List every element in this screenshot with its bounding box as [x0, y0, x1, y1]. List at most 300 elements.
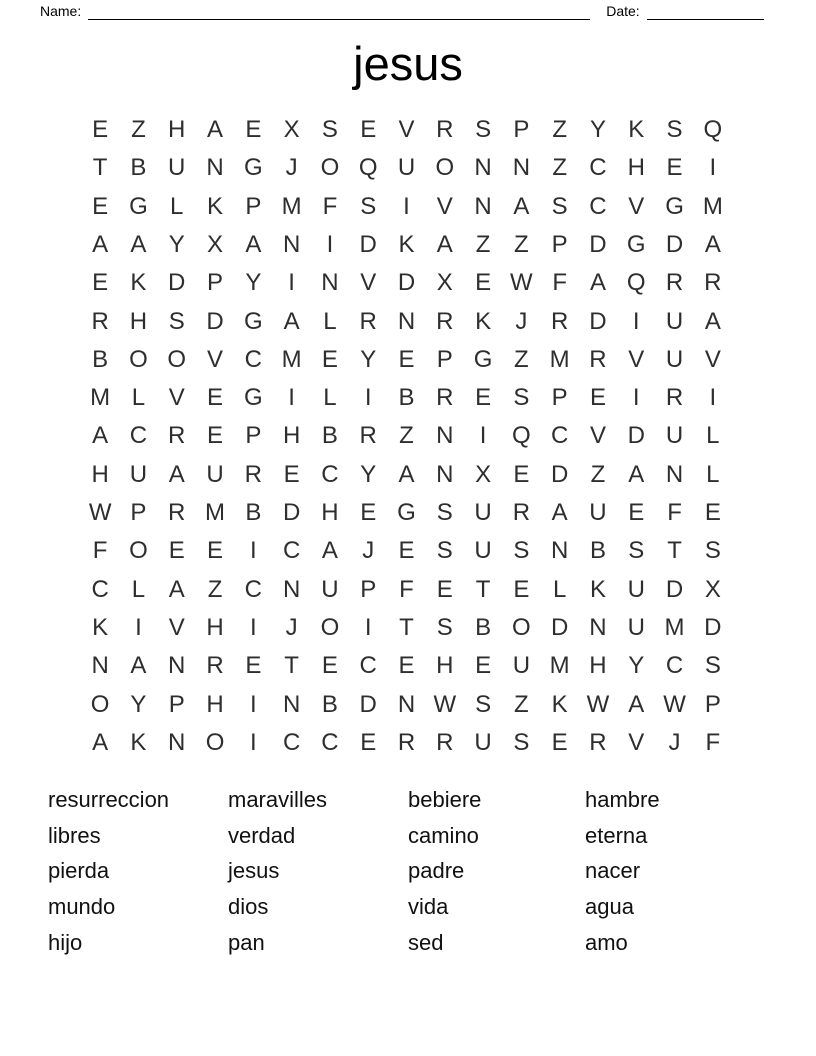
grid-letter: P — [360, 575, 377, 603]
grid-letter: O — [205, 728, 225, 756]
grid-letter: A — [92, 231, 109, 259]
grid-letter: Q — [512, 422, 531, 450]
grid-letter: S — [321, 116, 338, 144]
grid-letter: Z — [514, 345, 529, 373]
grid-letter: E — [398, 652, 415, 680]
grid-letter: W — [88, 499, 112, 527]
grid-letter: A — [704, 231, 721, 259]
grid-letter: L — [323, 384, 337, 412]
grid-letter: D — [589, 307, 607, 335]
grid-letter: E — [283, 460, 300, 488]
word-list-item: nacer — [585, 858, 641, 884]
grid-letter: E — [360, 728, 377, 756]
grid-letter: R — [397, 728, 416, 756]
grid-letter: U — [168, 154, 186, 182]
grid-letter: C — [321, 460, 339, 488]
grid-letter: V — [360, 269, 377, 297]
word-list-column — [48, 782, 169, 961]
grid-letter: P — [207, 269, 224, 297]
grid-letter: B — [130, 154, 147, 182]
grid-letter: I — [288, 384, 295, 412]
grid-letter: E — [321, 652, 338, 680]
grid-letter: P — [245, 192, 262, 220]
grid-letter: C — [282, 728, 301, 756]
grid-letter: E — [398, 345, 415, 373]
grid-letter: R — [359, 307, 377, 335]
grid-letter: G — [243, 307, 263, 335]
grid-letter: E — [436, 575, 453, 603]
grid-letter: L — [552, 575, 567, 603]
grid-letter: G — [473, 345, 493, 373]
grid-letter: N — [206, 154, 224, 182]
name-blank-line — [88, 4, 590, 20]
grid-letter: C — [589, 192, 607, 220]
grid-letter: E — [513, 575, 530, 603]
grid-letter: S — [704, 537, 721, 565]
grid-letter: Y — [360, 345, 377, 373]
grid-letter: E — [360, 116, 377, 144]
grid-letter: O — [129, 345, 148, 373]
grid-letter: Z — [552, 116, 567, 144]
grid-letter: I — [709, 384, 717, 412]
grid-letter: I — [403, 192, 410, 220]
grid-letter: V — [436, 192, 453, 220]
grid-letter: W — [586, 690, 610, 718]
grid-letter: E — [245, 116, 262, 144]
grid-letter: N — [474, 192, 492, 220]
grid-letter: L — [706, 460, 720, 488]
grid-letter: D — [589, 231, 607, 259]
grid-letter: C — [282, 537, 301, 565]
grid-letter: E — [207, 422, 224, 450]
grid-letter: A — [628, 690, 645, 718]
grid-letter: H — [436, 652, 454, 680]
grid-letter: M — [281, 345, 302, 373]
grid-letter: U — [474, 537, 492, 565]
word-list-item: eterna — [585, 822, 648, 848]
grid-letter: E — [513, 460, 530, 488]
grid-letter: A — [92, 728, 109, 756]
grid-letter: N — [282, 575, 301, 603]
grid-letter: Q — [358, 154, 378, 182]
grid-letter: K — [130, 269, 147, 297]
grid-letter: P — [551, 231, 568, 259]
word-list-item: libres — [48, 822, 101, 848]
grid-letter: P — [168, 690, 185, 718]
grid-letter: E — [207, 537, 224, 565]
grid-letter: L — [131, 575, 146, 603]
grid-letter: R — [436, 384, 454, 412]
grid-letter: P — [130, 499, 147, 527]
grid-letter: I — [249, 690, 257, 718]
grid-letter: R — [665, 384, 684, 412]
grid-letter: D — [168, 269, 186, 297]
grid-letter: M — [549, 345, 570, 373]
grid-letter: A — [704, 307, 721, 335]
grid-letter: D — [665, 575, 684, 603]
grid-letter: W — [433, 690, 457, 718]
grid-letter: A — [130, 652, 147, 680]
grid-letter: A — [398, 460, 415, 488]
grid-letter: N — [589, 613, 607, 641]
grid-letter: V — [207, 345, 224, 373]
grid-letter: E — [92, 116, 109, 144]
grid-letter: V — [628, 192, 645, 220]
grid-letter: T — [284, 652, 299, 680]
grid-letter: E — [360, 499, 377, 527]
grid-letter: O — [320, 613, 340, 641]
grid-letter: A — [513, 192, 530, 220]
grid-letter: U — [665, 307, 684, 335]
grid-letter: D — [206, 307, 224, 335]
grid-letter: P — [551, 384, 568, 412]
grid-letter: O — [320, 154, 340, 182]
grid-letter: J — [515, 307, 528, 335]
grid-letter: S — [475, 690, 492, 718]
grid-letter: A — [168, 575, 185, 603]
grid-letter: E — [92, 269, 109, 297]
grid-letter: Y — [360, 460, 377, 488]
grid-letter: C — [129, 422, 148, 450]
grid-letter: Z — [131, 116, 146, 144]
grid-letter: F — [322, 192, 338, 220]
grid-letter: R — [704, 269, 722, 297]
grid-letter: D — [397, 269, 416, 297]
word-list-item: sed — [408, 929, 444, 955]
grid-letter: A — [168, 460, 185, 488]
grid-letter: L — [706, 422, 720, 450]
grid-letter: F — [92, 537, 108, 565]
grid-letter: C — [359, 652, 377, 680]
grid-letter: V — [589, 422, 606, 450]
grid-letter: A — [207, 116, 224, 144]
grid-letter: X — [475, 460, 492, 488]
grid-letter: I — [364, 613, 372, 641]
word-list-column — [585, 782, 660, 961]
word-list-item: agua — [585, 894, 634, 920]
grid-letter: W — [510, 269, 533, 297]
grid-letter: Y — [628, 652, 645, 680]
grid-letter: N — [282, 690, 301, 718]
grid-letter: I — [249, 728, 257, 756]
grid-letter: R — [168, 422, 186, 450]
grid-letter: B — [398, 384, 415, 412]
grid-letter: Y — [245, 269, 262, 297]
grid-letter: E — [245, 652, 262, 680]
grid-letter: R — [206, 652, 224, 680]
grid-letter: E — [551, 728, 568, 756]
grid-letter: U — [512, 652, 531, 680]
grid-letter: L — [170, 192, 184, 220]
grid-letter: N — [91, 652, 109, 680]
grid-letter: R — [512, 499, 531, 527]
grid-letter: I — [288, 269, 295, 297]
grid-letter: O — [435, 154, 455, 182]
word-list-item: maravilles — [228, 787, 328, 812]
grid-letter: H — [627, 154, 645, 182]
grid-letter: M — [702, 192, 723, 220]
grid-letter: H — [129, 307, 148, 335]
grid-letter: M — [664, 613, 685, 641]
grid-letter: H — [321, 499, 339, 527]
grid-letter: D — [550, 460, 569, 488]
grid-letter: Z — [552, 154, 567, 182]
word-list-item: jesus — [228, 858, 280, 884]
name-label: Name: — [40, 3, 82, 19]
grid-letter: S — [513, 384, 530, 412]
grid-letter: R — [168, 499, 186, 527]
grid-letter: D — [359, 690, 377, 718]
grid-letter: E — [666, 154, 683, 182]
grid-letter: H — [206, 690, 224, 718]
grid-letter: J — [285, 154, 298, 182]
grid-letter: X — [207, 231, 224, 259]
grid-letter: A — [589, 269, 606, 297]
grid-letter: R — [359, 422, 377, 450]
grid-letter: V — [168, 613, 185, 641]
grid-letter: A — [628, 460, 645, 488]
grid-letter: B — [321, 422, 338, 450]
grid-letter: H — [91, 460, 109, 488]
grid-letter: N — [436, 422, 454, 450]
puzzle-title: jesus — [353, 37, 463, 90]
grid-letter: M — [205, 499, 226, 527]
grid-letter: R — [665, 269, 684, 297]
grid-letter: J — [285, 613, 298, 641]
grid-letter: S — [168, 307, 185, 335]
grid-letter: I — [249, 613, 257, 641]
word-list-item: pierda — [48, 858, 110, 884]
grid-letter: B — [589, 537, 606, 565]
grid-letter: R — [589, 728, 607, 756]
word-list-item: verdad — [228, 822, 296, 848]
grid-letter: I — [632, 384, 640, 412]
grid-letter: V — [628, 345, 645, 373]
grid-letter: I — [249, 537, 257, 565]
grid-letter: E — [207, 384, 224, 412]
grid-letter: N — [665, 460, 684, 488]
grid-letter: S — [436, 537, 453, 565]
grid-letter: N — [397, 690, 416, 718]
grid-letter: O — [512, 613, 531, 641]
grid-letter: K — [589, 575, 606, 603]
grid-letter: U — [474, 499, 492, 527]
grid-letter: O — [90, 690, 110, 718]
grid-letter: M — [549, 652, 570, 680]
grid-letter: S — [475, 116, 492, 144]
grid-letter: O — [129, 537, 148, 565]
grid-letter: M — [281, 192, 302, 220]
grid-letter: E — [475, 269, 492, 297]
grid-letter: O — [167, 345, 187, 373]
grid-letter: S — [436, 613, 453, 641]
grid-letter: Z — [475, 231, 491, 259]
grid-letter: U — [665, 345, 684, 373]
grid-letter: D — [359, 231, 377, 259]
grid-letter: E — [589, 384, 606, 412]
grid-letter: B — [245, 499, 262, 527]
word-list-column — [408, 782, 481, 961]
grid-letter: H — [589, 652, 607, 680]
grid-letter: G — [626, 231, 646, 259]
grid-letter: P — [245, 422, 262, 450]
grid-letter: K — [130, 728, 147, 756]
grid-letter: N — [550, 537, 569, 565]
grid-letter: Z — [514, 231, 529, 259]
grid-letter: B — [321, 690, 338, 718]
grid-letter: N — [282, 231, 301, 259]
grid-letter: C — [244, 575, 262, 603]
grid-letter: N — [397, 307, 416, 335]
word-list-item: mundo — [48, 894, 116, 920]
grid-letter: X — [436, 269, 453, 297]
word-list-item: hijo — [48, 929, 83, 955]
grid-letter: E — [475, 384, 492, 412]
word-list-item: vida — [408, 894, 449, 920]
grid-letter: U — [474, 728, 492, 756]
grid-letter: R — [244, 460, 262, 488]
grid-letter: S — [628, 537, 645, 565]
grid-letter: I — [632, 307, 640, 335]
grid-letter: Z — [399, 422, 414, 450]
grid-letter: C — [91, 575, 109, 603]
grid-letter: U — [206, 460, 224, 488]
letter-grid — [81, 111, 732, 762]
header — [0, 2, 816, 20]
grid-letter: I — [326, 231, 334, 259]
grid-letter: R — [436, 307, 454, 335]
grid-letter: V — [704, 345, 721, 373]
grid-letter: I — [364, 384, 372, 412]
grid-letter: A — [321, 537, 338, 565]
grid-letter: G — [397, 499, 416, 527]
grid-letter: Q — [703, 116, 723, 144]
grid-letter: E — [92, 192, 109, 220]
grid-letter: L — [323, 307, 337, 335]
grid-letter: S — [360, 192, 377, 220]
grid-letter: I — [135, 613, 142, 641]
grid-letter: X — [704, 575, 721, 603]
grid-letter: K — [92, 613, 109, 641]
word-list-item: camino — [408, 822, 479, 848]
grid-letter: U — [129, 460, 148, 488]
grid-letter: E — [168, 537, 185, 565]
grid-letter: U — [627, 613, 645, 641]
grid-letter: A — [436, 231, 453, 259]
grid-letter: F — [399, 575, 414, 603]
grid-letter: Y — [168, 231, 185, 259]
grid-letter: D — [282, 499, 301, 527]
grid-letter: C — [665, 652, 684, 680]
grid-letter: C — [321, 728, 339, 756]
grid-letter: U — [321, 575, 339, 603]
grid-letter: V — [628, 728, 645, 756]
grid-letter: F — [667, 499, 682, 527]
grid-letter: A — [92, 422, 109, 450]
grid-letter: J — [362, 537, 375, 565]
grid-letter: M — [90, 384, 111, 412]
grid-letter: K — [475, 307, 492, 335]
grid-letter: N — [168, 652, 186, 680]
grid-letter: K — [628, 116, 645, 144]
date-blank-line — [647, 4, 764, 20]
grid-letter: Y — [130, 690, 147, 718]
grid-letter: Y — [589, 116, 606, 144]
grid-letter: C — [244, 345, 262, 373]
grid-letter: U — [665, 422, 684, 450]
grid-letter: K — [207, 192, 224, 220]
grid-letter: Z — [514, 690, 529, 718]
word-list-item: bebiere — [408, 787, 482, 812]
grid-letter: S — [666, 116, 683, 144]
grid-letter: W — [663, 690, 686, 718]
grid-letter: J — [668, 728, 681, 756]
grid-letter: T — [667, 537, 682, 565]
word-list-item: padre — [408, 858, 465, 884]
grid-letter: S — [704, 652, 721, 680]
grid-letter: P — [436, 345, 453, 373]
grid-letter: U — [627, 575, 645, 603]
grid-letter: E — [321, 345, 338, 373]
grid-letter: C — [589, 154, 607, 182]
grid-letter: Z — [207, 575, 223, 603]
grid-letter: Q — [626, 269, 646, 297]
grid-letter: N — [168, 728, 186, 756]
grid-letter: N — [436, 460, 454, 488]
grid-letter: B — [475, 613, 492, 641]
grid-letter: E — [398, 537, 415, 565]
grid-letter: V — [398, 116, 415, 144]
grid-letter: T — [475, 575, 491, 603]
grid-letter: N — [474, 154, 492, 182]
grid-letter: K — [551, 690, 568, 718]
grid-letter: F — [552, 269, 567, 297]
grid-letter: L — [131, 384, 146, 412]
word-list-item: hambre — [585, 787, 660, 812]
grid-letter: S — [551, 192, 568, 220]
grid-letter: E — [628, 499, 645, 527]
grid-letter: Z — [590, 460, 606, 488]
grid-letter: R — [589, 345, 607, 373]
grid-letter: C — [550, 422, 569, 450]
grid-letter: E — [475, 652, 492, 680]
grid-letter: N — [512, 154, 531, 182]
grid-letter: G — [665, 192, 684, 220]
grid-letter: H — [282, 422, 301, 450]
grid-letter: D — [704, 613, 722, 641]
word-list — [0, 782, 816, 982]
grid-letter: A — [130, 231, 147, 259]
grid-letter: B — [92, 345, 109, 373]
grid-letter: E — [704, 499, 721, 527]
grid-letter: I — [709, 154, 717, 182]
grid-letter: P — [704, 690, 721, 718]
grid-letter: G — [129, 192, 148, 220]
word-list-item: dios — [228, 894, 269, 920]
grid-letter: R — [436, 116, 454, 144]
grid-letter: S — [513, 537, 530, 565]
grid-letter: H — [206, 613, 224, 641]
grid-letter: R — [436, 728, 454, 756]
grid-letter: F — [705, 728, 721, 756]
grid-letter: D — [550, 613, 569, 641]
grid-letter: R — [91, 307, 109, 335]
grid-letter: N — [321, 269, 339, 297]
word-list-item: resurreccion — [48, 787, 170, 812]
grid-letter: G — [243, 154, 263, 182]
grid-letter: T — [92, 154, 108, 182]
grid-letter: S — [436, 499, 453, 527]
